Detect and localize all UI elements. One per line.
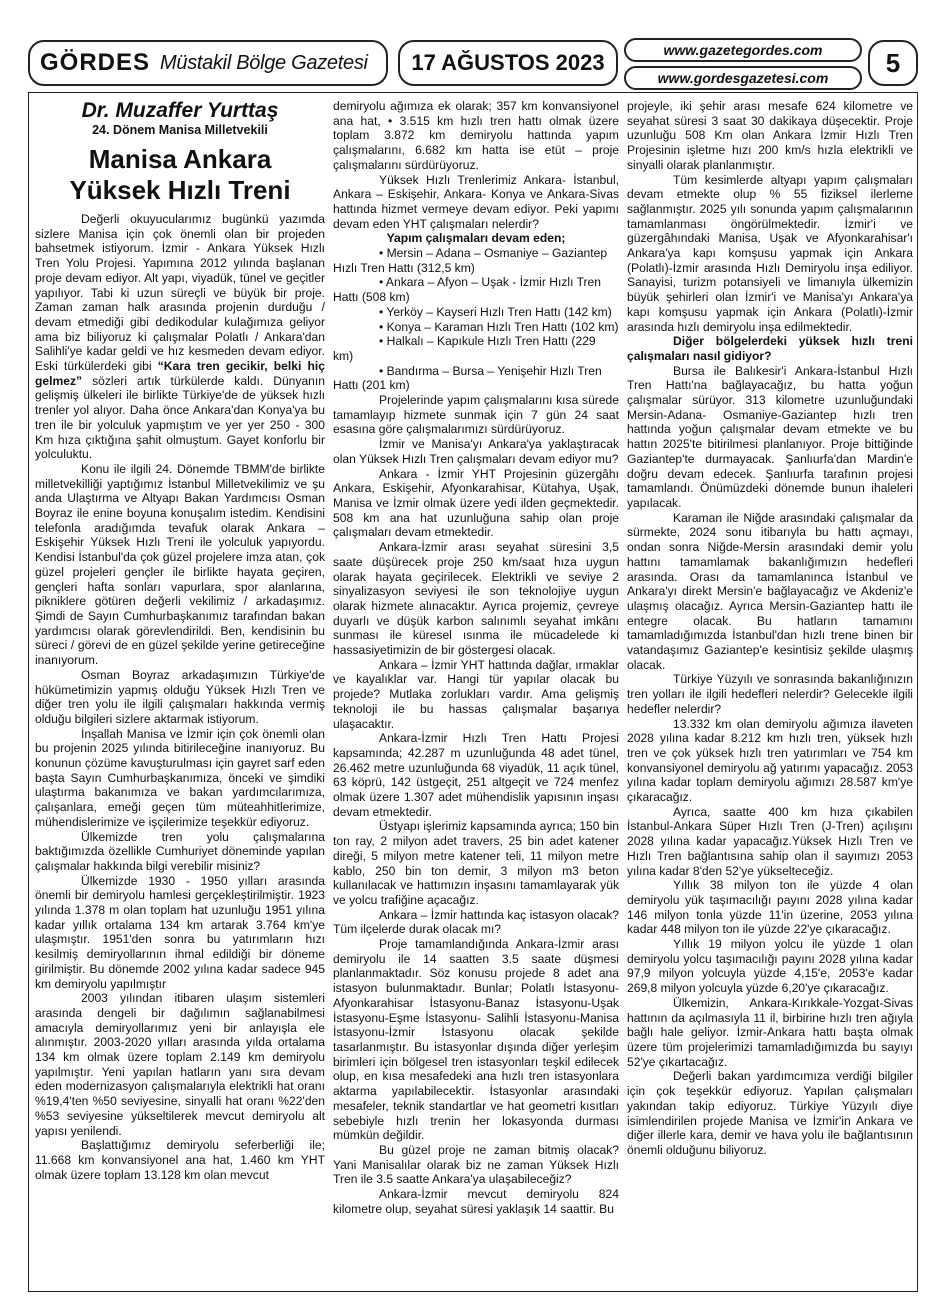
column-2: [333, 99, 619, 1216]
title-line-1: Manisa Ankara: [88, 144, 272, 174]
paragraph: Tüm kesimlerde altyapı yapım çalışmaları devam etmekte olup % 55 fiziksel ilerleme sağlanmıştır. 2025 yılı sonunda yapım çalışmalarının tamamlanması öngörülmektedir. İzmir'i ve güzergâhındaki Manisa, Uşak ve Afyonkarahisar'ı Ankara'ya kapı komşusu yapmak için Ankara (Polatlı)-İzmir arasında Hızlı Demiryolu inşa ediliyor. Sanayisi, turizm potansiyeli ve limanıyla ülkemizin büyük şehirleri olan İzmir'i ve Manisa'yı Ankara'ya kapı komşusu yapmak için Ankara (Polatlı)-İzmir arasında hızlı demiryolu inşa edilmektedir.: [627, 172, 913, 334]
paragraph: Ülkemizin, Ankara-Kırıkkale-Yozgat-Sivas hattının da açılmasıyla 11 il, birbirine hızlı tren ağıyla bağlı hale geliyor. İzmir-Ankara hattı başta olmak üzere tüm projelerimizi tamamladığımızda bu sayıyı 52'ye çıkartacağız.: [627, 995, 913, 1069]
subheading: Diğer bölgelerdeki yüksek hızlı treni çalışmaları nasıl gidiyor?: [627, 334, 913, 363]
paragraph: Konu ile ilgili 24. Dönemde TBMM'de birlikte milletvekilliği yaptığımız İstanbul Milletvekilimiz ve şu anda Ulaştırma ve Altyapı Bakan Yardımcısı Osman Boyraz ile enine boyuna konuşalım istedim. Kendisini telefonla aradığımda tevafuk olarak Ankara – Eskişehir Yüksek Hızlı Treni ile yolculuk yapıyordu. Kendisi İstanbul'da çok güzel projelere imza atan, çok güzel projeleri gençler ile birlikte hayata geçiren, gençleri hafta sonları vapurlara, spor alanlarına, pikniklere götüren değerli vekilimiz / arkadaşımız. Şimdi de Sayın Cumhurbaşkanımız tarafından bakan yardımcısı olarak görevlendirildi. Ben, kendisinin bu süreci / görevi de en güzel şekilde yerine getireceğine inanıyorum.: [35, 461, 325, 668]
question: Ankara – İzmir YHT hattında dağlar, ırmaklar ve kayalıklar var. Hangi tür yapılar olacak bu projede? Mutlaka zorlukları vardır. Ama gelişmiş teknoloji ile bu hassas çalışmalar başarıya ulaşacaktır.: [333, 657, 619, 731]
paragraph: Değerli bakan yardımcımıza verdiği bilgiler için çok teşekkür ediyoruz. Yapılan çalışmaları yakından takip ediyoruz. Türkiye Yüzyılı diye isimlendirilen projede Manisa ve İzmir'in Ankara ve diğer illerle kara, demir ve hava yolu ile bağlantısının önemli olduğunu biliyoruz.: [627, 1069, 913, 1157]
paragraph: projeyle, iki şehir arası mesafe 624 kilometre ve seyahat süresi 3 saat 30 dakikaya düşecektir. Proje uzunluğu 508 Km olan Ankara İzmir Hızlı Tren Projesinin işletme hızı 200 km/s hızla elektrikli ve sinyalli olarak planlanmıştır.: [627, 99, 913, 172]
question: Ankara – İzmir hattında kaç istasyon olacak? Tüm ilçelerde durak olacak mı?: [333, 907, 619, 937]
website-link-1[interactable]: www.gazetegordes.com: [624, 38, 862, 62]
column-1: [35, 99, 325, 1182]
paragraph: 2003 yılından itibaren ulaşım sistemleri arasında dengeli bir dağılımın sağlanabilmesi amacıyla demiryollarımız yeni bir anlayışla ele alınmıştır. 2003-2020 yılları arasında yılda ortalama 134 km olmak üzere toplam 2.149 km demiryolu yapılmıştır. Yeni yapılan hatların yanı sıra devam eden modernizasyon çalışmalarıyla elektrikli hat oranı %19,4'ten %50 seviyesine, sinyalli hat oranı %22'den %53 seviyesine yükseltilerek mevcut demiryolu alt yapısı yenilendi.: [35, 991, 325, 1138]
question: İzmir ve Manisa'yı Ankara'ya yaklaştıracak olan Yüksek Hızlı Tren çalışmaları devam ediyor mu?: [333, 437, 619, 466]
paragraph: Ankara-İzmir mevcut demiryolu 824 kilometre olup, seyahat süresi yaklaşık 14 saattir. Bu: [333, 1187, 619, 1216]
paragraph: Ankara-İzmir arası seyahat süresini 3,5 saate düşürecek proje 250 km/saat hıza uygun olarak hayata geçirilecek. Elektrikli ve seviye 2 sinyalizasyon seviyesi ile son teknolojiye uygun olarak hizmete alınacaktır. Ayrıca projemiz, çevreye duyarlı ve düşük karbon salınımlı seyahat imkânı sunması ile küresel ısınma ile mücadelede ki hassasiyetimizin de bir göstergesi olacak.: [333, 540, 619, 658]
paragraph: Üstyapı işlerimiz kapsamında ayrıca; 150 bin ton ray, 2 milyon adet travers, 25 bin adet katener direği, 5 milyon metre katener teli, 11 milyon metre kablo, 250 bin ton demir, 3 milyon m3 beton kullanılacak ve hattımızın inşasını tamamlayarak yük ve yolcu trafiğine açacağız.: [333, 819, 619, 907]
list-item: • Konya – Karaman Hızlı Tren Hattı (102 km): [379, 319, 619, 334]
paragraph: Karaman ile Niğde arasındaki çalışmalar da sürmekte, 2024 sonu itibarıyla bu hattı açmayı, ondan sonra Niğde-Mersin arasındaki demir yolu hattını tamamlamak bakanlığımızın hedefleri arasında. Orası da tamamlanınca İstanbul ve Ankara'yı direkt Mersin'e bağlayacağız ve Akdeniz'e ulaşmış olacağız. Ayrıca Mersin-Gaziantep hattı ile entegre olacak. Bu hatların tamamını tamamladığımızda İstanbul'dan hızlı trene binen bir vatandaşımız Gaziantep'e kesintisiz şekilde ulaşmış olacak.: [627, 510, 913, 672]
paragraph-text: sözleri artık türkülerde kaldı. Dünyanın gelişmiş ülkeleri ile birlikte Türkiye'de de yüksek hızlı trenler yol alıyor. Daha önce Ankara'dan Konya'ya bu tren ile bir yolculuk yapmıştım ve yer yer 250 - 300 Km hıza çıktığına şahit olmuştum. Gayet konforlu bir yolculuktu.: [35, 373, 325, 462]
page-number: 5: [868, 40, 918, 86]
list-item: • Mersin – Adana – Osmaniye – Gaziantep Hızlı Tren Hattı (312,5 km): [333, 246, 608, 275]
list-item: • Halkalı – Kapıkule Hızlı Tren Hattı (229 km): [333, 334, 596, 363]
paragraph: demiryolu ağımıza ek olarak; 357 km konvansiyonel ana hat, • 3.515 km hızlı tren hattı olmak üzere toplam 3.872 km demiryolu hattında yapım çalışmalarını, 6.682 km hatta ise etüt – proje çalışmalarını sürdürüyoruz.: [333, 99, 619, 172]
title-line-2: Yüksek Hızlı Treni: [69, 175, 291, 205]
paragraph: Yüksek Hızlı Trenlerimiz Ankara- İstanbul, Ankara – Eskişehir, Ankara- Konya ve Ankara-Sivas hattında hizmet vermeye devam ediyor. Peki yapımı devam eden YHT çalışmaları nelerdir?: [333, 172, 619, 231]
paragraph: İnşallah Manisa ve İzmir için çok önemli olan bu projenin 2025 yılında bitirileceğine inanıyoruz. Bu konunun çözüme kavuşturulması için gayret sarf eden başta Sayın Cumhurbaşkanımıza, önceki ve şimdiki ulaştırma bakanımıza ve bakan yardımcılarımıza, çalışanlara, emeği geçen tüm müteahhitlerimize, mühendislerimize ve işçilerimize teşekkür ediyoruz.: [35, 726, 325, 829]
paragraph: Ankara - İzmir YHT Projesinin güzergâhı Ankara, Eskişehir, Afyonkarahisar, Kütahya, Uşak, Manisa ve İzmir olmak üzere yedi ilden geçmektedir. 508 km ana hat uzunluğuna sahip olan proje çalışmaları devam etmektedir.: [333, 466, 619, 540]
author-name: Dr. Muzaffer Yurttaş: [81, 99, 279, 122]
article-title: [35, 144, 325, 206]
quote-text: “Kara tren gecikir, belki hiç gelmez”: [35, 359, 325, 388]
paragraph: Ayrıca, saatte 400 km hıza çıkabilen İstanbul-Ankara Süper Hızlı Tren (J-Tren) açılışını 2028 yılına kadar yapacağız.Yüksek Hızlı Tren ve Hızlı Tren bağlantısına sahip olan il sayımızı 2053 yılına kadar 8'den 52'ye yükselteceğiz.: [627, 804, 913, 878]
page-header: [28, 38, 918, 90]
question: Türkiye Yüzyılı ve sonrasında bakanlığınızın tren yolları ile ilgili hedefleri nelerdir? Gelecekle ilgili hedefler nelerdir?: [627, 672, 913, 716]
issue-date: 17 AĞUSTOS 2023: [398, 40, 618, 86]
paragraph: Proje tamamlandığında Ankara-İzmir arası demiryolu ile 14 saatten 3.5 saate düşmesi planlanmaktadır. Söz konusu projede 8 adet ana istasyon bulunmaktadır. Bunlar; Polatlı İstasyonu-Afyonkarahisar İstasyonu-Banaz İstasyonu-Uşak İstasyonu-Eşme İstasyonu- Salihli İstasyonu-Manisa İstasyonu-İzmir İstasyonu olacak şekilde tasarlanmıştır. Bu istasyonlar dışında diğer yerleşim birimleri için bölgesel tren istasyonları teşkil edilecek olup, en kısa mesafedeki ana hızlı tren istasyonlara aktarma yapılabilecektir. İstasyonlar arasındaki mesafeler, teknik standartlar ve hat geometri kısıtları sebebiyle hızlı trenin her lokasyonda durması mümkün değildir.: [333, 937, 619, 1143]
paragraph: [35, 212, 325, 462]
website-link-2[interactable]: www.gordesgazetesi.com: [624, 66, 862, 90]
masthead: [28, 40, 388, 86]
paragraph: 13.332 km olan demiryolu ağımıza ilaveten 2028 yılına kadar 8.212 km hızlı tren, yüksek hızlı tren ve çok yüksek hızlı tren yatırımları ve 754 km konvansiyonel demiryolu ağ yatırımı yapacağız. 2053 yılına kadar toplam demiryolu ağımızı 28.587 km'ye çıkaracağız.: [627, 716, 913, 805]
newspaper-subtitle: Müstakil Bölge Gazetesi: [160, 51, 368, 74]
list-item: • Bandırma – Bursa – Yenişehir Hızlı Tren Hattı (201 km): [333, 363, 602, 393]
question: Bu güzel proje ne zaman bitmiş olacak? Yani Manisalılar olarak biz ne zaman Yüksek Hızlı Tren ile 3.5 saatte Ankara'ya ulaşabileceğiz?: [333, 1142, 619, 1187]
newspaper-name: GÖRDES: [40, 49, 151, 76]
paragraph-text: Değerli okuyucularımız bugünkü yazımda sizlere Manisa için çok önemli olan bir projeden bahsetmek istiyorum. İzmir - Ankara Yüksek Hızlı Tren Yolu Projesi. Yapımına 2012 yılında başlanan proje devam ediyor. Alt yapı, viyadük, tünel ve geçitler yapılıyor. Tabi ki uzun süreçli ve büyük bir proje. Zaman zaman halk arasında projenin durduğu / devam etmediği gibi dedikodular kulağımıza geliyor ama biz biliyoruz ki çalışmalar Polatlı / Ankara'dan Salihli'ye kadar geldi ve hız kesmeden devam ediyor. Eski türkülerdeki gibi: [35, 212, 325, 374]
column-3: [627, 99, 913, 1158]
paragraph: Yıllık 38 milyon ton ile yüzde 4 olan demiryolu yük taşımacılığı payını 2028 yılına kadar 146 milyon tonla yüzde 11'in üzerine, 2053 yılına kadar 448 milyon ton ile yüzde 22'ye çıkaracağız.: [627, 878, 913, 937]
list-heading: Yapım çalışmaları devam eden;: [386, 231, 566, 246]
paragraph: Osman Boyraz arkadaşımızın Türkiye'de hükümetimizin yapmış olduğu Yüksek Hızlı Tren ve diğer tren yolu ile ilgili çalışmaları hakkında vermiş olduğu bilgileri sizlere aktarmak istiyorum.: [35, 667, 325, 726]
list-item: • Ankara – Afyon – Uşak - İzmir Hızlı Tren Hattı (508 km): [333, 275, 601, 305]
question: Ülkemizde tren yolu çalışmalarına baktığımızda özellikle Cumhuriyet döneminde yapılan çalışmalar hakkında bilgi verebilir misiniz?: [35, 829, 325, 873]
paragraph: Yıllık 19 milyon yolcu ile yüzde 1 olan demiryolu yolcu taşımacılığı payını 2028 yılına kadar 97,9 milyon yolcuyla yüzde 4,15'e, 2053'e kadar 269,8 milyon yolcuyla yüzde 6,20'ye çıkaracağız.: [627, 937, 913, 996]
paragraph: Projelerinde yapım çalışmalarını kısa sürede tamamlayıp hizmete sunmak için 7 gün 24 saat esasına göre çalışmalarımızı sürdürüyoruz.: [333, 393, 619, 437]
author-role: 24. Dönem Manisa Milletvekili: [92, 123, 268, 137]
paragraph: Bursa ile Balıkesir'i Ankara-İstanbul Hızlı Tren Hattı'na bağlayacağız, bu hatta yoğun çalışmalar sürüyor. 313 kilometre uzunluğundaki Mersin-Adana- Osmaniye-Gaziantep hızlı tren hattında yoğun çalışmalar devam etmekte ve bu hattın 2025'te bitirilmesi planlanıyor. Proje bittiğinde Gaziantep'te durmayacak. Şanlıurfa'dan Mardin'e doğru devam edecek. Şanlıurfa tarafının projesi tamamlandı. Önümüzdeki dönemde bunun ihaleleri yapılacak.: [627, 363, 913, 510]
paragraph: Ülkemizde 1930 - 1950 yılları arasında önemli bir demiryolu hamlesi gerçekleştirilmiştir. 1923 yılında 1.378 m olan toplam hat uzunluğu 1951 yılına kadar yıllık ortalama 134 km artarak 3.764 km'ye ulaşmıştır. 1951'den sonra bu yatırımların hızı kesilmiş demiryollarının ihmal edildiği bir döneme girilmiştir. Bu dönemde 2002 yılına kadar sadece 945 km demiryolu yapılmıştır: [35, 873, 325, 991]
paragraph: Ankara-İzmir Hızlı Tren Hattı Projesi kapsamında; 42.287 m uzunluğunda 48 adet tünel, 26.462 metre uzunluğunda 68 viyadük, 11 açık tünel, 63 köprü, 142 üstgeçit, 251 altgeçit ve 724 menfez olmak üzere 1.307 adet mühendislik yapısının inşası devam etmektedir.: [333, 731, 619, 819]
paragraph: Başlattığımız demiryolu seferberliği ile; 11.668 km konvansiyonel ana hat, 1.460 km YHT olmak üzere toplam 13.128 km olan mevcut: [35, 1138, 325, 1182]
list-item: • Yerköy – Kayseri Hızlı Tren Hattı (142 km): [379, 304, 612, 319]
article-frame: [28, 92, 918, 1292]
website-links: [624, 38, 862, 90]
